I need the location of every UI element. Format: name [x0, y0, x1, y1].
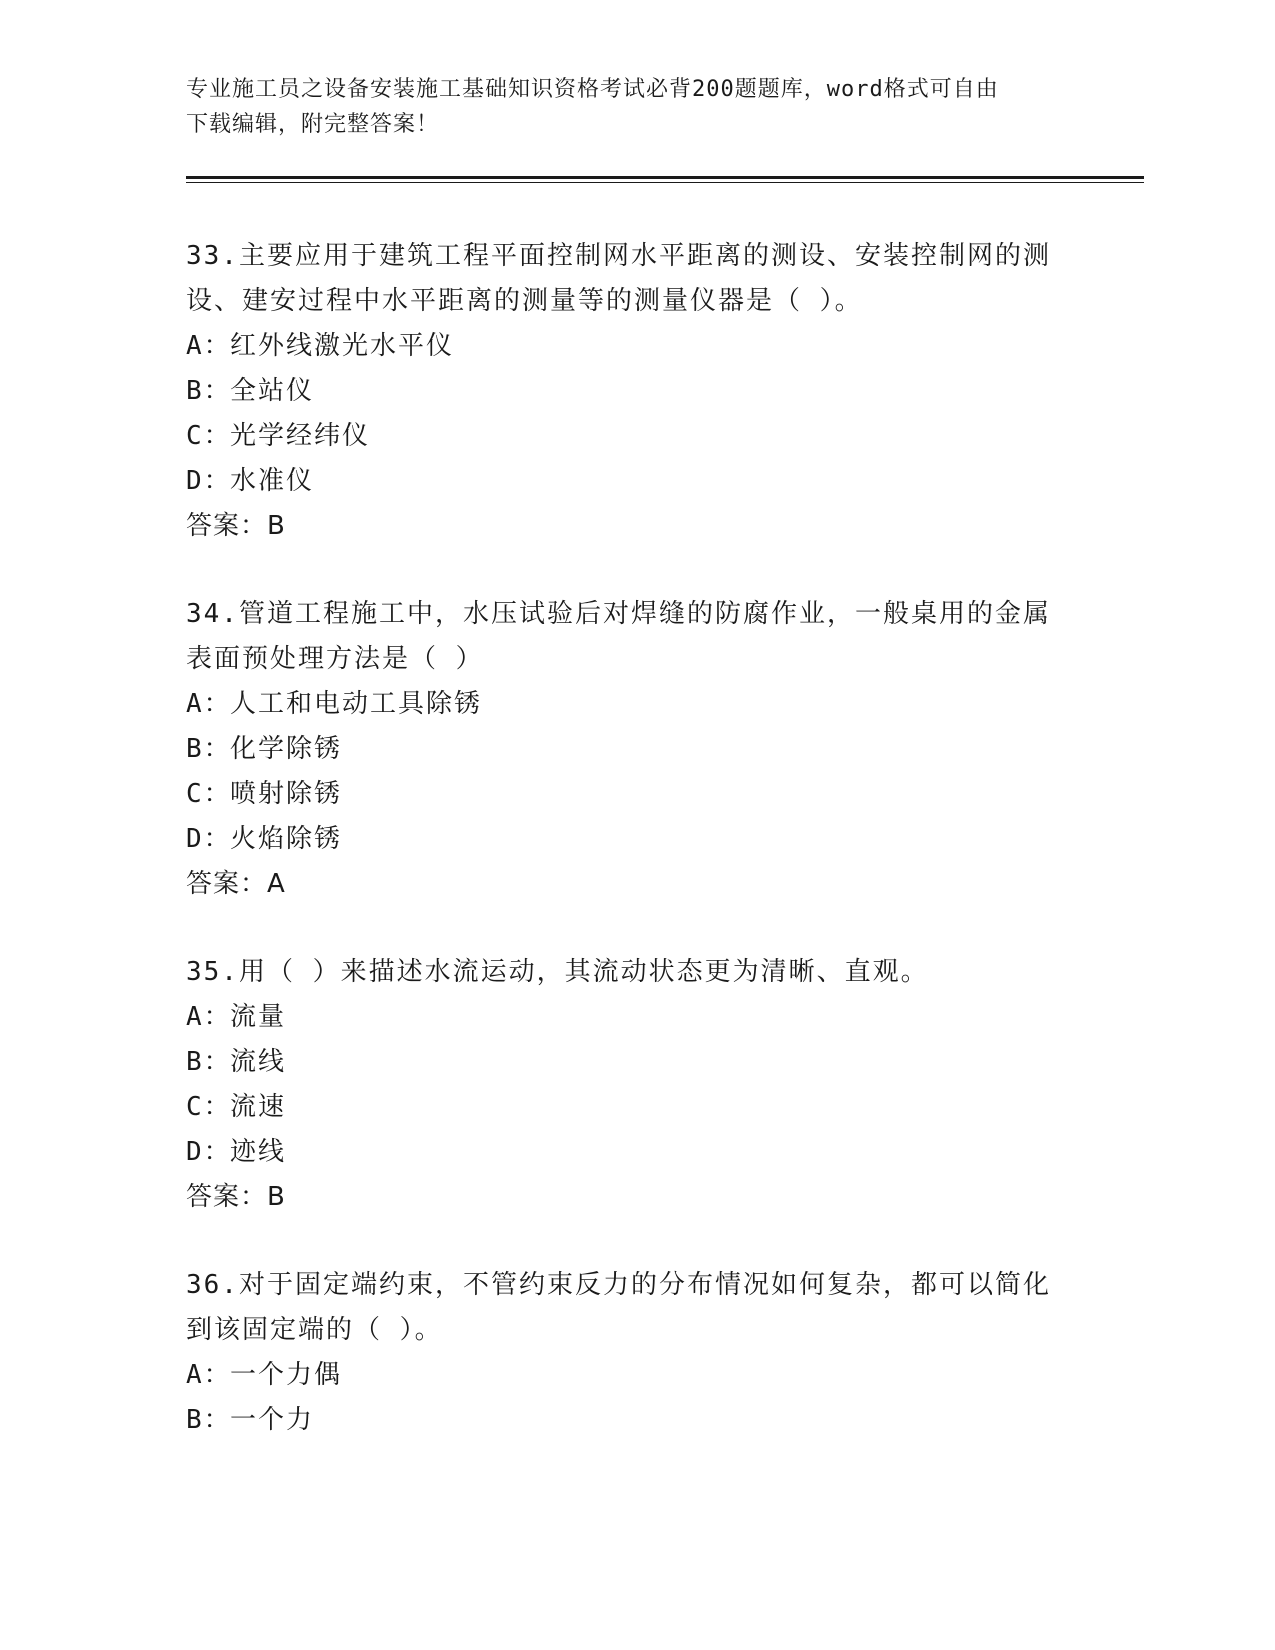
option-b: [186, 369, 1086, 414]
option-letter: B：: [186, 734, 232, 764]
question-stem-line: 表面预处理方法是（ ）: [186, 644, 484, 674]
answer-line: [186, 1175, 1086, 1220]
answer-value: B: [267, 511, 285, 541]
option-text: 一个力偶: [230, 1360, 343, 1390]
option-a: [186, 1353, 1086, 1398]
question-stem-line: 35.用（ ）来描述水流运动，其流动状态更为清晰、直观。: [186, 957, 929, 987]
header-divider-thick: [186, 176, 1144, 179]
option-d: [186, 817, 1086, 862]
answer-label: 答案：: [186, 511, 268, 541]
option-c: [186, 414, 1086, 459]
option-letter: A：: [186, 689, 232, 719]
option-text: 红外线激光水平仪: [230, 331, 455, 361]
answer-line: [186, 862, 1086, 907]
option-letter: A：: [186, 331, 232, 361]
answer-label: 答案：: [186, 1182, 268, 1212]
option-b: [186, 1040, 1086, 1085]
option-letter: B：: [186, 1047, 232, 1077]
option-letter: C：: [186, 1092, 232, 1122]
question-36: [186, 1263, 1086, 1443]
option-text: 光学经纬仪: [230, 421, 371, 451]
option-text: 化学除锈: [230, 734, 343, 764]
option-text: 流线: [230, 1047, 287, 1077]
option-text: 喷射除锈: [230, 779, 343, 809]
option-text: 全站仪: [230, 376, 315, 406]
answer-value: A: [267, 869, 285, 899]
option-text: 迹线: [230, 1137, 287, 1167]
option-letter: D：: [186, 1137, 232, 1167]
option-text: 火焰除锈: [230, 824, 343, 854]
option-text: 流量: [230, 1002, 287, 1032]
option-letter: C：: [186, 779, 232, 809]
option-a: [186, 995, 1086, 1040]
option-a: [186, 682, 1086, 727]
option-letter: A：: [186, 1360, 232, 1390]
header-divider-thin: [186, 182, 1144, 183]
answer-line: [186, 504, 1086, 549]
question-stem-line: 36.对于固定端约束，不管约束反力的分布情况如何复杂，都可以简化: [186, 1270, 1051, 1300]
question-35: [186, 950, 1086, 1220]
answer-label: 答案：: [186, 869, 268, 899]
option-d: [186, 1130, 1086, 1175]
option-a: [186, 324, 1086, 369]
question-stem-line: 34.管道工程施工中，水压试验后对焊缝的防腐作业，一般桌用的金属: [186, 599, 1051, 629]
question-33: [186, 234, 1086, 549]
option-text: 人工和电动工具除锈: [230, 689, 483, 719]
option-letter: B：: [186, 376, 232, 406]
option-letter: C：: [186, 421, 232, 451]
option-letter: A：: [186, 1002, 232, 1032]
answer-value: B: [267, 1182, 285, 1212]
option-d: [186, 459, 1086, 504]
option-letter: B：: [186, 1405, 232, 1435]
document-header: [186, 72, 1066, 142]
option-text: 一个力: [230, 1405, 315, 1435]
option-text: 流速: [230, 1092, 287, 1122]
question-34: [186, 592, 1086, 907]
option-letter: D：: [186, 824, 232, 854]
option-b: [186, 1398, 1086, 1443]
header-line-2: 下载编辑，附完整答案！: [186, 112, 440, 137]
question-stem-line: 33.主要应用于建筑工程平面控制网水平距离的测设、安装控制网的测: [186, 241, 1051, 271]
option-letter: D：: [186, 466, 232, 496]
option-c: [186, 1085, 1086, 1130]
option-c: [186, 772, 1086, 817]
question-stem-line: 设、建安过程中水平距离的测量等的测量仪器是（ ）。: [186, 286, 863, 316]
question-stem-line: 到该固定端的（ ）。: [186, 1315, 443, 1345]
question-list: [186, 234, 1086, 1486]
option-text: 水准仪: [230, 466, 315, 496]
option-b: [186, 727, 1086, 772]
header-line-1: 专业施工员之设备安装施工基础知识资格考试必背200题题库，word格式可自由: [186, 77, 999, 102]
